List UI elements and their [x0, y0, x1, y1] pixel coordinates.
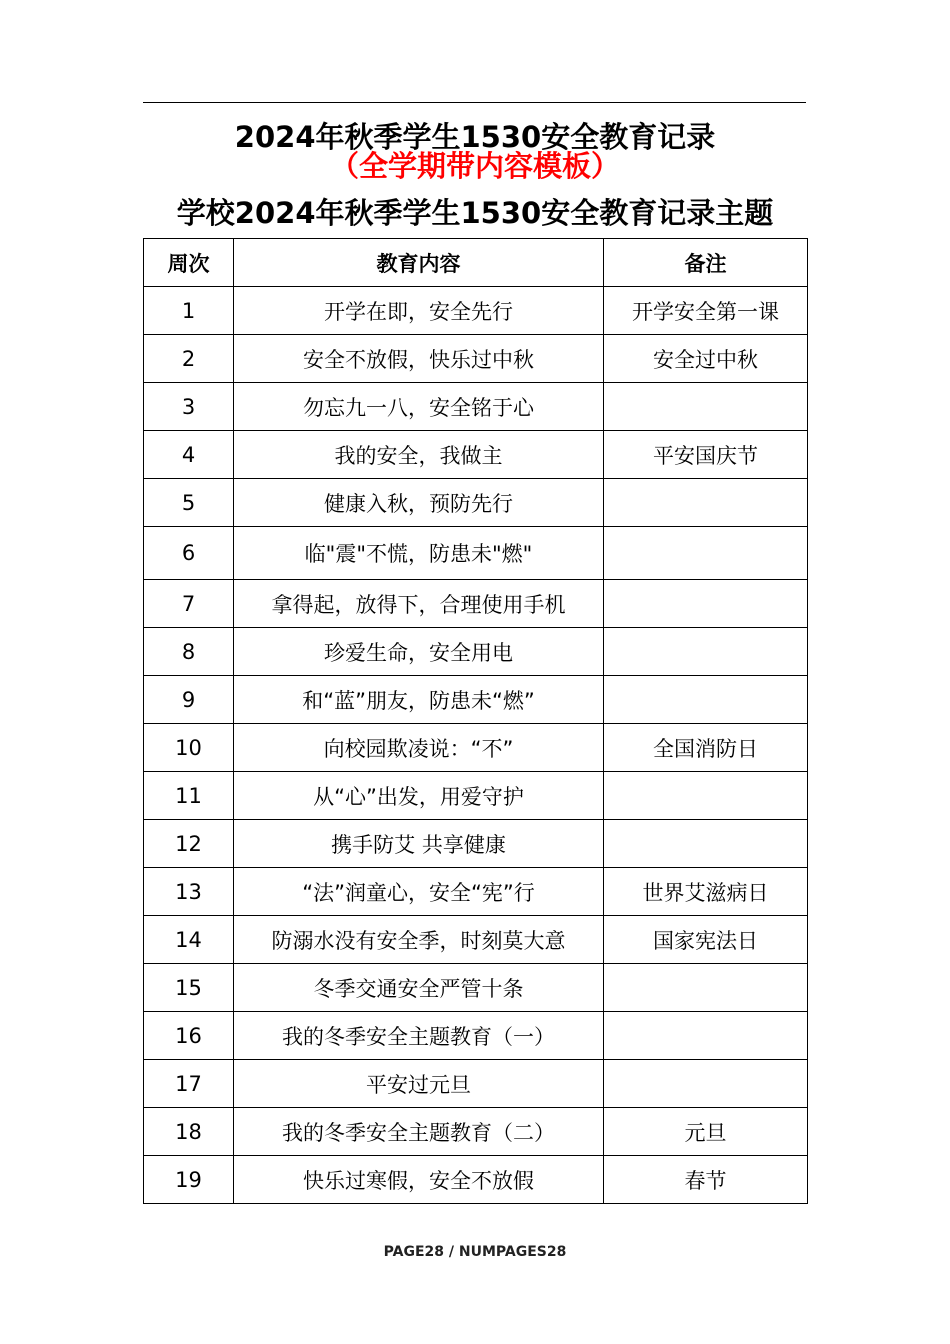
table-row: [144, 431, 808, 479]
content-cell: 珍爱生命，安全用电: [234, 628, 604, 676]
week-cell: 1: [144, 287, 234, 335]
table-row: [144, 1060, 808, 1108]
week-cell: 18: [144, 1108, 234, 1156]
week-cell: 15: [144, 964, 234, 1012]
table-row: [144, 527, 808, 580]
content-cell: 健康入秋，预防先行: [234, 479, 604, 527]
week-cell: 6: [144, 527, 234, 580]
week-cell: 11: [144, 772, 234, 820]
week-cell: 7: [144, 580, 234, 628]
note-cell: 安全过中秋: [604, 335, 808, 383]
top-rule: [143, 102, 806, 103]
table-row: [144, 868, 808, 916]
header-week: 周次: [144, 239, 234, 287]
note-cell: [604, 964, 808, 1012]
table-row: [144, 479, 808, 527]
week-cell: 10: [144, 724, 234, 772]
table-header-row: [144, 239, 808, 287]
doc-title: 2024年秋季学生1530安全教育记录: [234, 120, 716, 154]
table-row: [144, 676, 808, 724]
content-cell: 向校园欺凌说：“不”: [234, 724, 604, 772]
header-note: 备注: [604, 239, 808, 287]
content-cell: 防溺水没有安全季，时刻莫大意: [234, 916, 604, 964]
note-cell: 元旦: [604, 1108, 808, 1156]
week-cell: 8: [144, 628, 234, 676]
note-cell: 世界艾滋病日: [604, 868, 808, 916]
content-cell: 平安过元旦: [234, 1060, 604, 1108]
note-cell: [604, 772, 808, 820]
content-cell: 冬季交通安全严管十条: [234, 964, 604, 1012]
doc-subtitle: （全学期带内容模板）: [329, 149, 620, 183]
schedule-table: [143, 238, 808, 1204]
note-cell: [604, 527, 808, 580]
note-cell: [604, 820, 808, 868]
content-cell: 拿得起，放得下，合理使用手机: [234, 580, 604, 628]
content-cell: 开学在即，安全先行: [234, 287, 604, 335]
note-cell: [604, 383, 808, 431]
note-cell: [604, 1012, 808, 1060]
note-cell: 国家宪法日: [604, 916, 808, 964]
table-row: [144, 724, 808, 772]
note-cell: [604, 676, 808, 724]
content-cell: 和“蓝”朋友，防患未“燃”: [234, 676, 604, 724]
page-footer: PAGE28 / NUMPAGES28: [383, 1244, 567, 1260]
week-cell: 4: [144, 431, 234, 479]
note-cell: [604, 580, 808, 628]
content-cell: 快乐过寒假，安全不放假: [234, 1156, 604, 1204]
note-cell: 开学安全第一课: [604, 287, 808, 335]
week-cell: 19: [144, 1156, 234, 1204]
note-cell: [604, 1060, 808, 1108]
week-cell: 17: [144, 1060, 234, 1108]
table-row: [144, 964, 808, 1012]
table-row: [144, 1156, 808, 1204]
content-cell: 我的安全，我做主: [234, 431, 604, 479]
table-row: [144, 772, 808, 820]
week-cell: 13: [144, 868, 234, 916]
table-row: [144, 916, 808, 964]
content-cell: 临"震"不慌，防患未"燃": [234, 527, 604, 580]
week-cell: 12: [144, 820, 234, 868]
table-title: 学校2024年秋季学生1530安全教育记录主题: [176, 196, 774, 230]
note-cell: 春节: [604, 1156, 808, 1204]
content-cell: 携手防艾 共享健康: [234, 820, 604, 868]
table-row: [144, 580, 808, 628]
note-cell: 平安国庆节: [604, 431, 808, 479]
table-row: [144, 628, 808, 676]
table-row: [144, 820, 808, 868]
note-cell: [604, 628, 808, 676]
table-row: [144, 1108, 808, 1156]
week-cell: 14: [144, 916, 234, 964]
content-cell: 勿忘九一八，安全铭于心: [234, 383, 604, 431]
week-cell: 3: [144, 383, 234, 431]
week-cell: 5: [144, 479, 234, 527]
content-cell: 我的冬季安全主题教育（二）: [234, 1108, 604, 1156]
content-cell: 从“心”出发，用爱守护: [234, 772, 604, 820]
week-cell: 16: [144, 1012, 234, 1060]
table-row: [144, 383, 808, 431]
note-cell: 全国消防日: [604, 724, 808, 772]
table-row: [144, 287, 808, 335]
content-cell: “法”润童心，安全“宪”行: [234, 868, 604, 916]
table-row: [144, 1012, 808, 1060]
header-content: 教育内容: [234, 239, 604, 287]
content-cell: 安全不放假，快乐过中秋: [234, 335, 604, 383]
content-cell: 我的冬季安全主题教育（一）: [234, 1012, 604, 1060]
table-row: [144, 335, 808, 383]
week-cell: 2: [144, 335, 234, 383]
week-cell: 9: [144, 676, 234, 724]
note-cell: [604, 479, 808, 527]
